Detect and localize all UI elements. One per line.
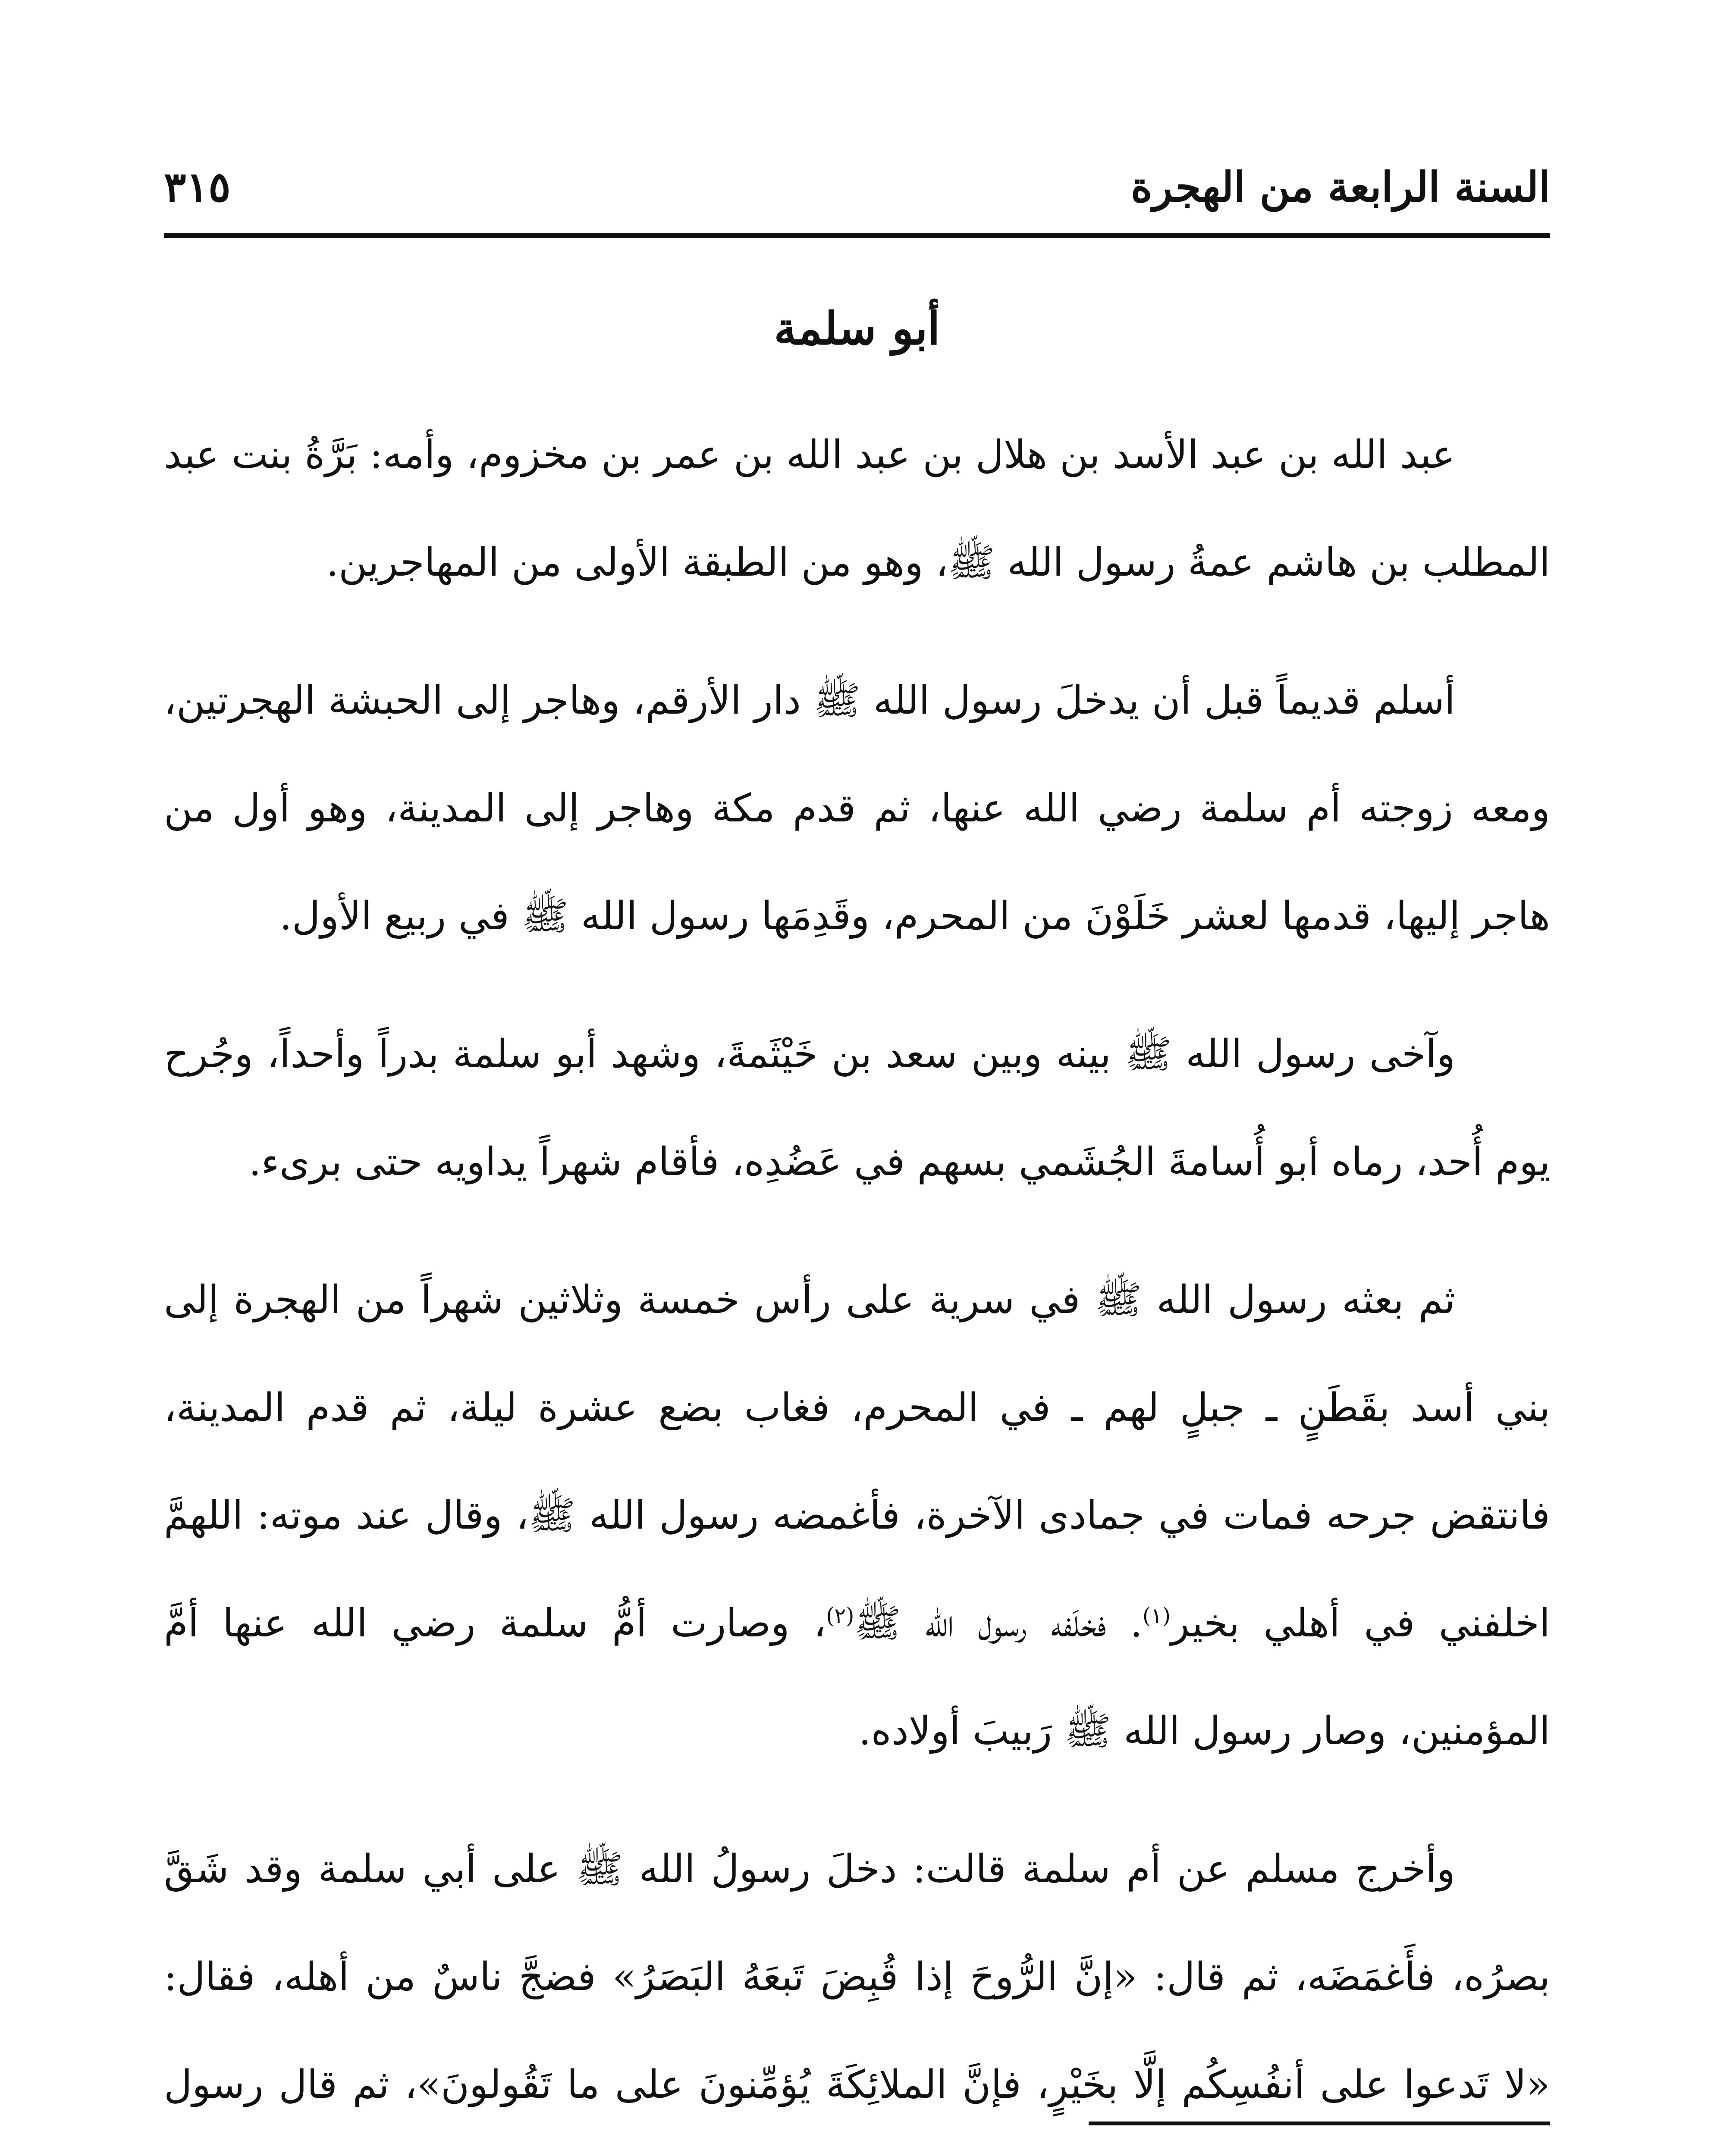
paragraph-text: . فخلَفه رسول الله ﷺ (854, 1601, 1143, 1646)
paragraph-text: ، وصارت أمُّ سلمة رضي الله عنها أمَّ المؤمنين، وصار رسول الله ﷺ رَبيبَ أولاده. (164, 1601, 1550, 1754)
paragraph: أسلم قديماً قبل أن يدخلَ رسول الله ﷺ دار الأرقم، وهاجر إلى الحبشة الهجرتين، ومعه زوجته أم سلمة رضي الله عنها، ثم قدم مكة وهاجر إلى المدينة، وهو أول من هاجر إليها، قدمها لعشر خَلَوْنَ من المحرم، وقَدِمَها رسول الله ﷺ في ربيع الأول. (164, 678, 1550, 939)
chapter-title: السنة الرابعة من الهجرة (1130, 163, 1550, 211)
section-title: أبو سلمة (774, 302, 940, 355)
paragraph-text: وأخرج مسلم عن أم سلمة قالت: دخلَ رسولُ الله ﷺ على أبي سلمة وقد شَقَّ بصرُه، فأَغمَضَه، ثم قال: «إنَّ الرُّوحَ إذا قُبِضَ تَبعَهُ البَصَرُ» فضجَّ ناسٌ من أهله، فقال: «لا تَدعوا على أنفُسِكُم إلَّا بخَيْرٍ، فإنَّ الملائِكَةَ يُؤمِّنونَ على ما تَقُولونَ»، ثم قال رسول (164, 1846, 1550, 2107)
footnote-marker[interactable]: (٢) (826, 1603, 854, 1628)
paragraph: وآخى رسول الله ﷺ بينه وبين سعد بن خَيْثَمةَ، وشهد أبو سلمة بدراً وأحداً، وجُرح يوم أُحد، رماه أبو أُسامةَ الجُشَمي بسهم في عَضُدِه، فأقام شهراً يداويه حتى برىء. (164, 1031, 1550, 1185)
paragraph (164, 1246, 1550, 1785)
paragraph: عبد الله بن عبد الأسد بن هلال بن عبد الله بن عمر بن مخزوم، وأمه: بَرَّةُ بنت عبد المطلب بن هاشم عمةُ رسول الله ﷺ، وهو من الطبقة الأولى من المهاجرين. (164, 432, 1550, 585)
running-head (164, 142, 1550, 211)
header-rule (164, 233, 1550, 238)
paragraph-text: ثم بعثه رسول الله ﷺ في سرية على رأس خمسة وثلاثين شهراً من الهجرة إلى بني أسد بقَطَنٍ ـ جبلٍ لهم ـ في المحرم، فغاب بضع عشرة ليلة، ثم قدم المدينة، فانتقض جرحه فمات في جمادى الآخرة، فأغمضه رسول الله ﷺ، وقال عند موته: اللهمَّ اخلفني في أهلي بخير (164, 1277, 1551, 1646)
footnote-rule (1089, 2122, 1550, 2125)
page-number: ٣١٥ (164, 163, 231, 211)
body-text (164, 401, 1550, 2156)
paragraph (164, 1815, 1550, 2156)
footnote-marker[interactable]: (١) (1142, 1603, 1171, 1628)
